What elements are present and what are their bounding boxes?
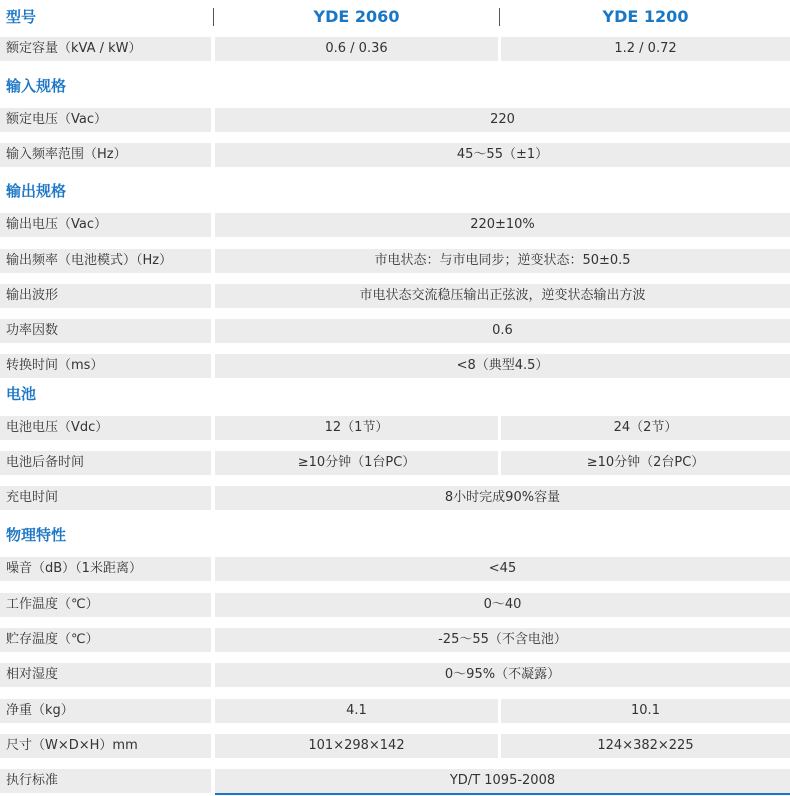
row-label: 额定容量（kVA / kW） — [0, 37, 211, 61]
table-row — [0, 37, 790, 61]
row-label: 噪音（dB）（1米距离） — [0, 557, 211, 581]
table-row — [0, 699, 790, 723]
header-divider — [213, 8, 214, 26]
row-value: 市电状态：与市电同步；逆变状态：50±0.5 — [215, 249, 790, 273]
table-row — [0, 734, 790, 758]
row-value: 0～95%（不凝露） — [215, 663, 790, 687]
row-value-model-1: 0.6 / 0.36 — [215, 37, 498, 61]
row-label: 电池电压（Vdc） — [0, 416, 211, 440]
table-row — [0, 213, 790, 237]
table-header — [0, 0, 790, 34]
model-2-header: YDE 1200 — [602, 7, 689, 26]
row-value-model-2: 10.1 — [501, 699, 790, 723]
table-row — [0, 769, 790, 793]
section-title-input: 输入规格 — [6, 77, 67, 95]
row-value-model-2: ≥10分钟（2台PC） — [501, 451, 790, 475]
row-label: 电池后备时间 — [0, 451, 211, 475]
row-value: 220±10% — [215, 213, 790, 237]
row-value: YD/T 1095-2008 — [215, 769, 790, 793]
row-label: 输出频率（电池模式）（Hz） — [0, 249, 211, 273]
model-header-label: 型号 — [6, 8, 37, 26]
row-label: 相对湿度 — [0, 663, 211, 687]
table-row — [0, 557, 790, 581]
row-value-model-1: 4.1 — [215, 699, 498, 723]
row-value-model-2: 1.2 / 0.72 — [501, 37, 790, 61]
table-row — [0, 663, 790, 687]
table-row — [0, 249, 790, 273]
row-label: 输出波形 — [0, 284, 211, 308]
row-value: 0～40 — [215, 593, 790, 617]
row-label: 功率因数 — [0, 319, 211, 343]
table-row — [0, 354, 790, 378]
row-value-model-1: ≥10分钟（1台PC） — [215, 451, 498, 475]
row-value-model-2: 24（2节） — [501, 416, 790, 440]
row-label: 净重（kg） — [0, 699, 211, 723]
table-row — [0, 143, 790, 167]
row-label: 尺寸（W×D×H）mm — [0, 734, 211, 758]
table-row — [0, 451, 790, 475]
section-title-battery: 电池 — [6, 385, 37, 403]
row-value-model-1: 101×298×142 — [215, 734, 498, 758]
row-label: 工作温度（℃） — [0, 593, 211, 617]
row-value: 220 — [215, 108, 790, 132]
table-row — [0, 284, 790, 308]
table-row — [0, 593, 790, 617]
row-value: 0.6 — [215, 319, 790, 343]
section-title-output: 输出规格 — [6, 182, 67, 200]
row-value: 8小时完成90%容量 — [215, 486, 790, 510]
table-row — [0, 319, 790, 343]
model-1-header: YDE 2060 — [313, 7, 400, 26]
table-row — [0, 486, 790, 510]
row-label: 输入频率范围（Hz） — [0, 143, 211, 167]
row-label: 输出电压（Vac） — [0, 213, 211, 237]
row-value: 市电状态交流稳压输出正弦波，逆变状态输出方波 — [215, 284, 790, 308]
row-label: 执行标准 — [0, 769, 211, 793]
row-label: 额定电压（Vac） — [0, 108, 211, 132]
table-row — [0, 108, 790, 132]
row-value: 45～55（±1） — [215, 143, 790, 167]
row-value: <45 — [215, 557, 790, 581]
row-label: 贮存温度（℃） — [0, 628, 211, 652]
row-label: 充电时间 — [0, 486, 211, 510]
section-title-physical: 物理特性 — [6, 526, 67, 544]
row-value-model-2: 124×382×225 — [501, 734, 790, 758]
row-value-model-1: 12（1节） — [215, 416, 498, 440]
table-bottom-border — [215, 793, 790, 795]
table-row — [0, 416, 790, 440]
table-row — [0, 628, 790, 652]
row-value: <8（典型4.5） — [215, 354, 790, 378]
row-label: 转换时间（ms） — [0, 354, 211, 378]
row-value: -25～55（不含电池） — [215, 628, 790, 652]
header-divider — [499, 8, 500, 26]
